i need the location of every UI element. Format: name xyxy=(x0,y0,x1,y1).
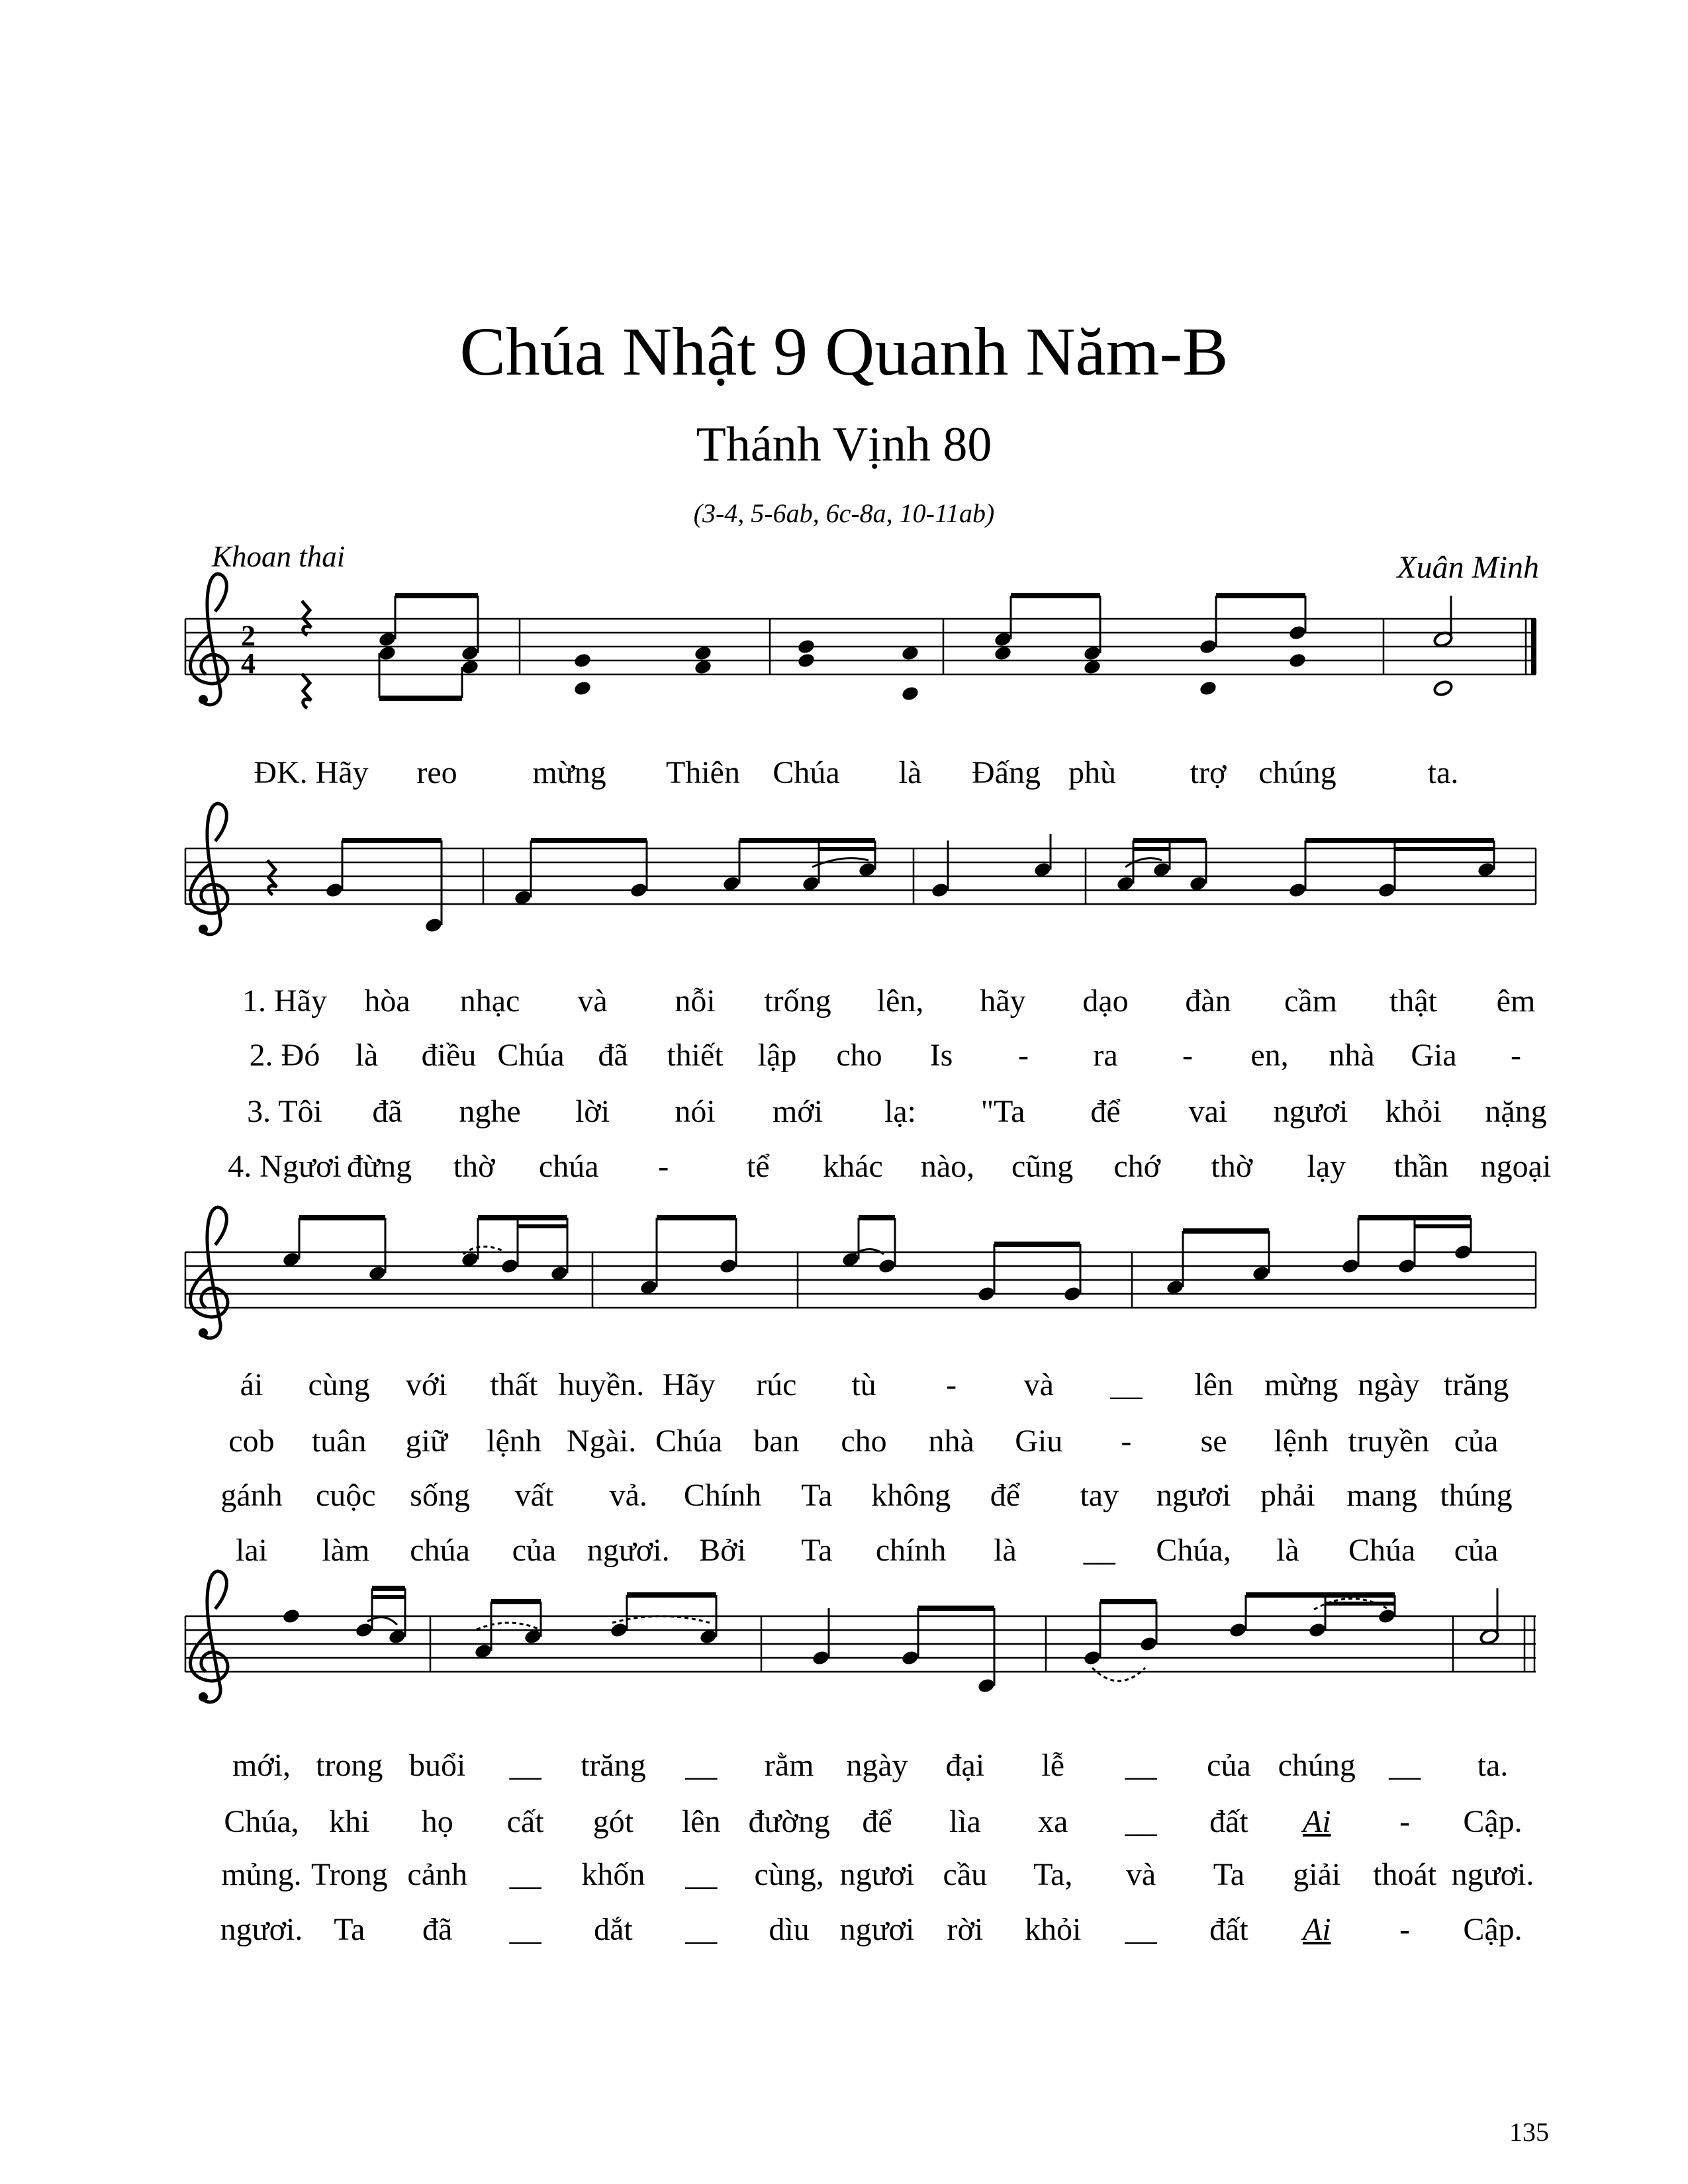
staff-system-2 xyxy=(185,803,1536,934)
lyric-word: khỏi xyxy=(1385,1094,1442,1129)
lyric-word: rời xyxy=(947,1912,984,1947)
lyric-word: để xyxy=(990,1478,1021,1513)
lyric-word: cầm xyxy=(1284,983,1337,1019)
lyric-word: Gia xyxy=(1411,1038,1457,1073)
song-title: Chúa Nhật 9 Quanh Năm-B xyxy=(459,314,1229,390)
treble-clef-icon xyxy=(191,1571,228,1702)
lyric-word: __ xyxy=(685,1912,718,1947)
lyric-word: cùng, xyxy=(754,1857,824,1892)
lyric-word: giữ xyxy=(405,1424,447,1459)
lyric-word: - xyxy=(658,1149,669,1184)
lyric-word: ban xyxy=(753,1424,800,1459)
composer-name: Xuân Minh xyxy=(1397,550,1539,585)
lyric-word: của xyxy=(1207,1748,1251,1783)
lyric-word: lời xyxy=(575,1094,610,1129)
lyric-word: thờ xyxy=(1211,1149,1253,1184)
lyric-word: dạo xyxy=(1082,983,1129,1019)
psalm-subtitle: Thánh Vịnh 80 xyxy=(696,418,992,472)
lyric-word: khác xyxy=(823,1149,883,1184)
lyric-word: Ta xyxy=(801,1478,833,1513)
lyric-word: họ xyxy=(421,1804,453,1839)
lyric-word: đại xyxy=(945,1748,985,1783)
lyric-word: ngoại xyxy=(1480,1149,1552,1184)
lyric-word: cùng xyxy=(308,1367,370,1402)
lyric-word: đàn xyxy=(1185,983,1231,1019)
lyric-word: - xyxy=(1399,1912,1411,1947)
lyric-word: gót xyxy=(592,1804,634,1839)
lyric-word: thúng xyxy=(1440,1478,1513,1513)
lyric-word: __ xyxy=(685,1748,718,1783)
lyric-word: mang xyxy=(1346,1478,1418,1513)
lyric-word: Ta, xyxy=(1033,1857,1073,1892)
verse-4-line-1 xyxy=(0,1148,1688,1195)
lyric-word: cảnh xyxy=(407,1857,468,1892)
lyric-word: chính xyxy=(875,1533,947,1568)
lyric-word: thoát xyxy=(1373,1857,1437,1892)
lyric-word: lên xyxy=(1194,1367,1233,1402)
verse-1-line-3 xyxy=(0,1747,1688,1794)
lyric-word: hòa xyxy=(364,983,410,1019)
lyric-word: khi xyxy=(329,1804,370,1839)
lyric-word: - xyxy=(1399,1804,1411,1839)
staff-system-4 xyxy=(185,1571,1536,1702)
lyric-word: huyền. xyxy=(558,1367,645,1402)
treble-clef-icon xyxy=(191,1207,228,1338)
lyric-word: lìa xyxy=(949,1804,981,1839)
lyric-word: __ xyxy=(509,1748,541,1783)
lyric-word: 3. Tôi xyxy=(247,1094,322,1129)
tempo-marking: Khoan thai xyxy=(212,540,346,573)
lyric-word: ngày xyxy=(1358,1367,1420,1402)
lyric-word: chúng xyxy=(1258,755,1336,790)
lyric-word: lên, xyxy=(876,983,924,1019)
lyric-word: Ngài. xyxy=(566,1424,637,1459)
lyric-word: vai xyxy=(1188,1094,1228,1129)
lyric-word: với xyxy=(405,1367,447,1402)
verse-2-line-3 xyxy=(0,1803,1688,1850)
lyric-word: thờ xyxy=(453,1149,495,1184)
lyric-word: tay xyxy=(1080,1478,1119,1513)
lyric-word: không xyxy=(871,1478,951,1513)
lyric-word: Chúa xyxy=(1348,1533,1416,1568)
lyric-word: - xyxy=(1511,1038,1521,1073)
lyric-word: Trong xyxy=(311,1857,388,1892)
lyric-word: mới xyxy=(772,1094,823,1129)
lyric-word: - xyxy=(1182,1038,1193,1073)
lyric-word: ngươi xyxy=(839,1857,915,1892)
lyric-word: là xyxy=(355,1038,379,1073)
lyric-word: lai xyxy=(236,1533,267,1568)
lyric-word: chúa xyxy=(410,1533,470,1568)
lyric-word: ngươi xyxy=(1273,1094,1348,1129)
lyric-word: tù xyxy=(851,1367,876,1402)
svg-text:4: 4 xyxy=(241,647,256,680)
lyric-word: ta. xyxy=(1427,755,1459,790)
lyric-word: 4. Ngươi xyxy=(228,1149,342,1184)
lyric-word: - xyxy=(1018,1038,1029,1073)
lyric-word: phải xyxy=(1260,1478,1315,1513)
lyric-word: chúng xyxy=(1278,1748,1356,1783)
lyric-word: nặng xyxy=(1485,1094,1547,1129)
lyric-word: đã xyxy=(598,1038,628,1073)
lyric-word: reo xyxy=(416,755,457,790)
lyric-word: chớ xyxy=(1113,1149,1161,1184)
lyric-word: giải xyxy=(1293,1857,1341,1892)
lyric-word: trăng xyxy=(581,1748,646,1783)
lyric-word: 1. Hãy xyxy=(242,983,327,1019)
verse-3-line-1 xyxy=(0,1093,1688,1140)
lyric-word: lạy xyxy=(1307,1149,1346,1184)
lyric-word: mới, xyxy=(232,1748,291,1783)
lyric-word: đất xyxy=(1209,1804,1248,1839)
lyric-word: ngày xyxy=(846,1748,908,1783)
lyric-word: ĐK. Hãy xyxy=(254,755,369,790)
lyric-word: hãy xyxy=(980,983,1026,1019)
lyric-word: Cập. xyxy=(1463,1912,1523,1947)
lyric-word: __ xyxy=(685,1857,718,1892)
lyric-word: cob xyxy=(228,1424,275,1459)
lyric-word: __ xyxy=(1125,1804,1157,1839)
lyric-word: cho xyxy=(836,1038,882,1073)
lyric-word: làm xyxy=(322,1533,370,1568)
lyric-word: "Ta xyxy=(980,1094,1025,1129)
verse-reference: (3-4, 5-6ab, 6c-8a, 10-11ab) xyxy=(693,498,995,528)
lyric-word: cất xyxy=(506,1804,544,1839)
lyric-word: ngươi xyxy=(1156,1478,1231,1513)
lyric-word: __ xyxy=(1083,1533,1115,1568)
lyric-word: - xyxy=(946,1367,957,1402)
lyric-word: nhà xyxy=(1329,1038,1375,1073)
lyric-word: vả. xyxy=(609,1478,647,1513)
lyric-word: trăng xyxy=(1443,1367,1509,1402)
lyric-word: phù xyxy=(1068,755,1116,790)
lyric-word: trong xyxy=(316,1748,383,1783)
lyric-word: nhạc xyxy=(459,983,520,1019)
lyric-word: khốn xyxy=(581,1857,645,1892)
lyric-word: mừng xyxy=(532,755,606,790)
lyric-word: Bởi xyxy=(699,1533,746,1568)
verse-1-line-1 xyxy=(0,983,1688,1029)
lyric-word: và xyxy=(577,983,608,1019)
lyric-word: cuộc xyxy=(315,1478,376,1513)
lyric-word: Is xyxy=(929,1038,953,1073)
lyric-word: của xyxy=(1454,1533,1499,1568)
lyric-word: trợ xyxy=(1190,755,1227,790)
lyric-word: đừng xyxy=(347,1149,412,1184)
lyric-word: dắt xyxy=(594,1912,633,1947)
lyric-word: thật xyxy=(1389,983,1437,1019)
lyric-word: ngươi. xyxy=(586,1533,670,1568)
lyric-word: nghe xyxy=(459,1094,521,1129)
lyric-word: lên xyxy=(681,1804,721,1839)
lyric-word: ái xyxy=(240,1367,263,1402)
lyric-word: ngươi xyxy=(839,1912,915,1947)
lyric-word: Đấng xyxy=(972,755,1041,790)
treble-clef-icon xyxy=(191,803,228,934)
lyric-word: thất xyxy=(490,1367,538,1402)
lyric-word: lễ xyxy=(1041,1748,1065,1783)
lyric-word: và xyxy=(1023,1367,1054,1402)
staff-system-3 xyxy=(185,1207,1536,1338)
lyric-word: là xyxy=(1276,1533,1299,1568)
lyric-word: rằm xyxy=(764,1748,814,1783)
lyric-word: mừng xyxy=(1264,1367,1338,1402)
lyric-word: ngươi. xyxy=(220,1912,303,1947)
lyric-word: là xyxy=(994,1533,1017,1568)
lyric-word: Chúa, xyxy=(224,1804,299,1839)
treble-clef-icon xyxy=(191,574,228,705)
lyric-word: __ xyxy=(509,1857,541,1892)
verse-4-line-3 xyxy=(0,1911,1688,1958)
lyric-word: Thiên xyxy=(666,755,740,790)
lyric-word: lập xyxy=(757,1038,797,1073)
lyric-word: ta. xyxy=(1477,1748,1509,1783)
lyric-word: Chúa xyxy=(773,755,840,790)
lyric-word: dìu xyxy=(769,1912,810,1947)
lyric-word: __ xyxy=(1389,1748,1421,1783)
lyric-word: cho xyxy=(841,1424,887,1459)
lyric-word: Chính xyxy=(683,1478,762,1513)
lyric-word: Cập. xyxy=(1463,1804,1523,1839)
refrain-lyrics xyxy=(0,754,1688,801)
lyric-word: - xyxy=(1121,1424,1132,1459)
lyric-word: lệnh xyxy=(487,1424,541,1459)
staff-system-1 xyxy=(185,574,1536,708)
lyric-word: để xyxy=(862,1804,892,1839)
lyric-word: lạ: xyxy=(884,1094,916,1129)
lyric-word: Ta xyxy=(1213,1857,1245,1892)
lyric-word: se xyxy=(1200,1424,1227,1459)
lyric-word: khỏi xyxy=(1025,1912,1082,1947)
lyric-word: của xyxy=(512,1533,557,1568)
lyric-word: đất xyxy=(1209,1912,1248,1947)
lyric-word: đã xyxy=(372,1094,402,1129)
lyric-word: Ai xyxy=(1302,1912,1331,1947)
lyric-word: 2. Đó xyxy=(249,1038,320,1073)
lyric-word: xa xyxy=(1038,1804,1068,1839)
lyric-word: __ xyxy=(509,1912,541,1947)
lyric-word: Ta xyxy=(801,1533,833,1568)
lyric-word: en, xyxy=(1250,1038,1289,1073)
lyric-word: lệnh xyxy=(1274,1424,1329,1459)
lyric-word: rúc xyxy=(756,1367,797,1402)
lyric-word: Giu xyxy=(1015,1424,1063,1459)
lyric-word: đã xyxy=(422,1912,453,1947)
lyric-word: cầu xyxy=(943,1857,988,1892)
lyric-word: __ xyxy=(1125,1912,1157,1947)
lyric-word: sống xyxy=(410,1478,470,1513)
verse-3-line-2 xyxy=(0,1477,1688,1524)
verse-2-line-1 xyxy=(0,1037,1688,1083)
lyric-word: nói xyxy=(675,1094,716,1129)
lyric-word: mủng. xyxy=(221,1857,302,1892)
lyric-word: Ta xyxy=(334,1912,365,1947)
lyric-word: truyền xyxy=(1348,1424,1430,1459)
lyric-word: cũng xyxy=(1011,1149,1074,1184)
svg-text:2: 2 xyxy=(241,619,256,652)
lyric-word: trống xyxy=(764,983,831,1019)
lyric-word: __ xyxy=(1125,1748,1157,1783)
lyric-word: điều xyxy=(421,1038,477,1073)
lyric-word: Hãy xyxy=(662,1367,716,1402)
lyric-word: êm xyxy=(1496,983,1536,1019)
lyric-word: tể xyxy=(747,1149,770,1184)
page-number: 135 xyxy=(1509,2117,1549,2147)
lyric-word: đường xyxy=(748,1804,830,1839)
lyric-word: Chúa xyxy=(655,1424,723,1459)
verse-3-line-3 xyxy=(0,1856,1688,1903)
lyric-word: thần xyxy=(1393,1149,1449,1184)
lyric-word: __ xyxy=(1110,1367,1143,1402)
lyric-word: chúa xyxy=(538,1149,599,1184)
lyric-word: buổi xyxy=(409,1748,466,1783)
lyric-word: tuân xyxy=(311,1424,367,1459)
lyric-word: nhà xyxy=(928,1424,974,1459)
lyric-word: để xyxy=(1090,1094,1121,1129)
verse-2-line-2 xyxy=(0,1423,1688,1469)
lyric-word: gánh xyxy=(220,1478,283,1513)
lyric-word: là xyxy=(898,755,922,790)
lyric-word: và xyxy=(1125,1857,1156,1892)
lyric-word: ra xyxy=(1093,1038,1118,1073)
lyric-word: Ai xyxy=(1302,1804,1331,1839)
lyric-word: nỗi xyxy=(675,983,716,1019)
lyric-word: Chúa, xyxy=(1156,1533,1231,1568)
lyric-word: nào, xyxy=(920,1149,975,1184)
lyric-word: thiết xyxy=(667,1038,724,1073)
lyric-word: Chúa xyxy=(497,1038,565,1073)
lyric-word: vất xyxy=(514,1478,554,1513)
verse-4-line-2 xyxy=(0,1532,1688,1578)
lyric-word: ngươi. xyxy=(1451,1857,1534,1892)
lyric-word: của xyxy=(1454,1424,1499,1459)
verse-1-line-2 xyxy=(0,1367,1688,1413)
